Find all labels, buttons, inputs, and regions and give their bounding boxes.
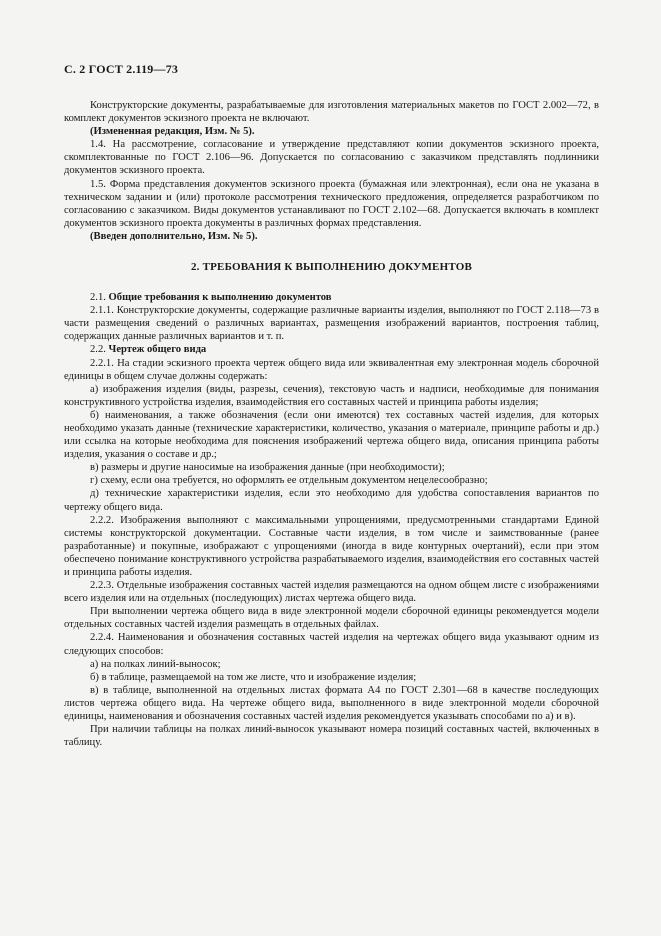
subsection-heading: [64, 291, 599, 304]
paragraph: Конструкторские документы, разрабатываемые для изготовления материальных макетов по ГОСТ 2.002—72, в комплект документов эскизного проекта не включают.: [64, 100, 599, 125]
paragraph: 1.5. Форма представления документов эскизного проекта (бумажная или электронная), если она не указана в техническом задании и (или) протоколе рассмотрения технического предложения, определяется разработчиком по согласованию с заказчиком. Виды документов устанавливают по ГОСТ 2.102—68. Допускается включать в комплект документов эскизного проекта документы в различных формах представления.: [64, 178, 599, 229]
list-item: а) изображения изделия (виды, разрезы, сечения), текстовую часть и надписи, необходимые для понимания конструктивного устройства изделия, взаимодействия его составных частей и принципа работы изделия;: [64, 383, 599, 408]
paragraph: При выполнении чертежа общего вида в виде электронной модели сборочной единицы рекомендуется модели отдельных составных частей изделия размещать в отдельных файлах.: [64, 606, 599, 631]
paragraph: При наличии таблицы на полках линий-выносок указывают номера позиций составных частей, включенных в таблицу.: [64, 724, 599, 749]
intro-block: [64, 99, 599, 243]
list-item: б) в таблице, размещаемой на том же листе, что и изображение изделия;: [90, 671, 417, 683]
amendment-note: (Введен дополнительно, Изм. № 5).: [90, 230, 258, 242]
paragraph: 2.2.3. Отдельные изображения составных частей изделия размещаются на одном общем листе с изображениями всего изделия или на отдельных (последующих) листах чертежа общего вида.: [64, 580, 599, 605]
amendment-note: (Измененная редакция, Изм. № 5).: [90, 126, 255, 138]
list-item: д) технические характеристики изделия, если это необходимо для удобства сопоставления вариантов по чертежу общего вида.: [64, 488, 599, 513]
list-item: а) на полках линий-выносок;: [90, 658, 221, 670]
subsection-title: Чертеж общего вида: [108, 344, 207, 356]
subsection-heading: [64, 343, 599, 356]
list-item: в) в таблице, выполненной на отдельных листах формата А4 по ГОСТ 2.301—68 в качестве последующих листов чертежа общего вида. На чертеже общего вида, выполненного в виде электронной модели сборочной единицы, наименования и обозначения составных частей изделия рекомендуется указывать способами по а) и в).: [64, 684, 599, 723]
list-item: в) размеры и другие наносимые на изображения данные (при необходимости);: [90, 462, 445, 474]
page-header: С. 2 ГОСТ 2.119—73: [64, 62, 179, 76]
list-item: г) схему, если она требуется, но оформлять ее отдельным документом нецелесообразно;: [90, 475, 488, 487]
subsection-title: Общие требования к выполнению документов: [108, 292, 332, 304]
paragraph: 2.2.4. Наименования и обозначения составных частей изделия на чертежах общего вида указывают одним из следующих способов:: [64, 632, 599, 657]
subsection-number: 2.2.: [90, 344, 106, 356]
paragraph: 2.2.1. На стадии эскизного проекта чертеж общего вида или эквивалентная ему электронная модель сборочной единицы в общем случае должны содержать:: [64, 357, 599, 382]
subsection-number: 2.1.: [90, 292, 106, 304]
paragraph: 2.1.1. Конструкторские документы, содержащие различные варианты изделия, выполняют по ГОСТ 2.118—73 в части размещения сведений о различных вариантах, размещения изображений вариантов, построения таблиц, содержащих данные различных вариантов и т. п.: [64, 305, 599, 343]
section-2-block: [64, 291, 599, 749]
section-title: 2. ТРЕБОВАНИЯ К ВЫПОЛНЕНИЮ ДОКУМЕНТОВ: [190, 261, 473, 274]
paragraph: 1.4. На рассмотрение, согласование и утверждение представляют копии документов эскизного проекта, скомплектованные по ГОСТ 2.106—96. Допускается по согласованию с заказчиком представлять подлинники документов эскизного проекта.: [64, 139, 599, 177]
paragraph: 2.2.2. Изображения выполняют с максимальными упрощениями, предусмотренными стандартами Единой системы конструкторской документации. Составные части изделия, в том числе и заимствованные (ранее разработанные) и покупные, изображают с упрощениями (иногда в виде контурных очертаний), если при этом обеспечено понимание конструктивного устройства разрабатываемого изделия, взаимодействия его составных частей и принципа работы изделия.: [64, 514, 599, 578]
list-item: б) наименования, а также обозначения (если они имеются) тех составных частей изделия, для которых необходимо указать данные (технические характеристики, количество, указания о материале, принципе работы и др.) или ссылка на которые необходима для пояснения изображений чертежа общего вида, описания принципа работы изделия, указания о составе и др.;: [64, 409, 599, 461]
